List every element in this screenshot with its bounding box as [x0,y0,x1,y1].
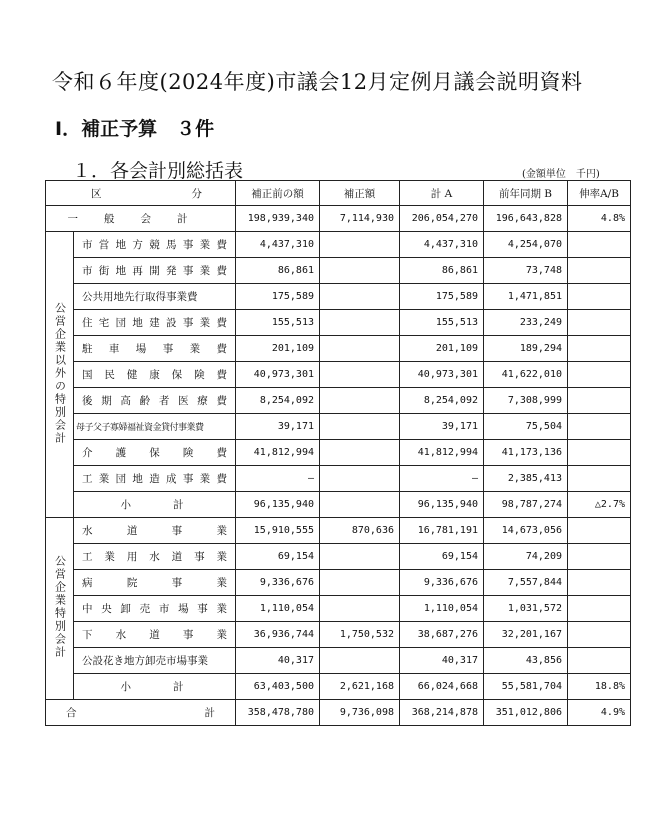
subtotal-before: 63,403,500 [236,674,320,700]
subtotal-prev: 98,787,274 [484,492,568,518]
account-before: 36,936,744 [236,622,320,648]
account-before: 201,109 [236,336,320,362]
table-row [46,388,631,414]
general-rate: 4.8% [568,206,631,232]
account-prev: 41,622,010 [484,362,568,388]
grand-total-before: 358,478,780 [236,700,320,726]
account-total: 38,687,276 [400,622,484,648]
table-row [46,518,631,544]
subtotal-rate: 18.8% [568,674,631,700]
general-account-label: 一般会計 [46,206,236,232]
account-prev: 233,249 [484,310,568,336]
subtotal-label: 小計 [74,674,236,700]
account-amount [320,310,400,336]
unit-note: (金額単位 千円) [522,169,600,180]
account-rate [568,596,631,622]
group1-category-text: 公営企業以外の特別会計 [53,301,67,445]
account-before: 86,861 [236,258,320,284]
account-label: 公共用地先行取得事業費 [74,284,236,310]
account-total: 155,513 [400,310,484,336]
subtotal-amount [320,492,400,518]
header-before: 補正前の額 [236,181,320,206]
account-before: 69,154 [236,544,320,570]
account-amount [320,466,400,492]
account-rate [568,648,631,674]
account-before: 40,317 [236,648,320,674]
account-rate [568,544,631,570]
account-prev: 1,031,572 [484,596,568,622]
account-prev: 2,385,413 [484,466,568,492]
budget-summary-table [45,180,631,726]
account-amount [320,362,400,388]
subtotal-total: 96,135,940 [400,492,484,518]
account-before: 8,254,092 [236,388,320,414]
account-before: 41,812,994 [236,440,320,466]
account-rate [568,336,631,362]
account-amount [320,258,400,284]
account-label: 母子父子寡婦福祉資金貸付事業費 [74,414,236,440]
account-before: 9,336,676 [236,570,320,596]
table-row [46,570,631,596]
account-amount [320,570,400,596]
general-amount: 7,114,930 [320,206,400,232]
account-amount [320,596,400,622]
account-total: — [400,466,484,492]
account-prev: 74,209 [484,544,568,570]
general-before: 198,939,340 [236,206,320,232]
account-rate [568,518,631,544]
header-kubun [46,181,236,206]
account-rate [568,570,631,596]
account-total: 41,812,994 [400,440,484,466]
table-row [46,336,631,362]
header-row [46,181,631,206]
account-total: 8,254,092 [400,388,484,414]
table-row [46,622,631,648]
table-row [46,310,631,336]
account-label: 後期高齢者医療費 [74,388,236,414]
table-row [46,232,631,258]
table-heading: １．各会計別総括表 [72,160,244,182]
account-prev: 7,308,999 [484,388,568,414]
account-amount [320,440,400,466]
account-label: 下水道事業 [74,622,236,648]
account-label: 住宅団地建設事業費 [74,310,236,336]
account-amount [320,284,400,310]
account-amount [320,648,400,674]
header-kubun-left: 区 [91,187,102,200]
account-rate [568,362,631,388]
table-row [46,284,631,310]
subtotal-rate: △2.7% [568,492,631,518]
header-rate: 伸率A/B [568,181,631,206]
account-label: 駐車場事業費 [74,336,236,362]
account-rate [568,466,631,492]
grand-total-prev: 351,012,806 [484,700,568,726]
account-before: — [236,466,320,492]
account-rate [568,440,631,466]
header-amount: 補正額 [320,181,400,206]
header-total: 計 A [400,181,484,206]
account-prev: 14,673,056 [484,518,568,544]
section-heading: Ⅰ．補正予算 ３件 [55,118,215,140]
subtotal-before: 96,135,940 [236,492,320,518]
account-amount [320,232,400,258]
general-prev: 196,643,828 [484,206,568,232]
account-label: 工業団地造成事業費 [74,466,236,492]
account-rate [568,310,631,336]
account-prev: 32,201,167 [484,622,568,648]
group1-category-label [46,232,74,518]
table-row [46,596,631,622]
subtotal-amount: 2,621,168 [320,674,400,700]
group1-subtotal-row [46,492,631,518]
group2-category-label [46,518,74,700]
header-prev: 前年同期 B [484,181,568,206]
subtotal-label: 小計 [74,492,236,518]
subtotal-prev: 55,581,704 [484,674,568,700]
account-total: 40,973,301 [400,362,484,388]
table-row [46,258,631,284]
table-row [46,362,631,388]
grand-total-amount: 9,736,098 [320,700,400,726]
grand-total-rate: 4.9% [568,700,631,726]
account-label: 工業用水道事業 [74,544,236,570]
account-total: 69,154 [400,544,484,570]
account-label: 水道事業 [74,518,236,544]
table-row [46,466,631,492]
account-amount: 870,636 [320,518,400,544]
subtotal-total: 66,024,668 [400,674,484,700]
account-label: 介護保険費 [74,440,236,466]
document-title: 令和６年度(2024年度)市議会12月定例月議会説明資料 [52,70,583,94]
account-total: 1,110,054 [400,596,484,622]
account-before: 39,171 [236,414,320,440]
account-prev: 189,294 [484,336,568,362]
group2-category-text: 公営企業特別会計 [53,555,67,659]
account-label: 国民健康保険費 [74,362,236,388]
account-prev: 4,254,070 [484,232,568,258]
account-prev: 43,856 [484,648,568,674]
grand-total-row [46,700,631,726]
account-rate [568,622,631,648]
account-rate [568,284,631,310]
account-prev: 73,748 [484,258,568,284]
general-total: 206,054,270 [400,206,484,232]
account-label: 公設花き地方卸売市場事業 [74,648,236,674]
account-before: 15,910,555 [236,518,320,544]
account-before: 175,589 [236,284,320,310]
account-total: 16,781,191 [400,518,484,544]
account-amount: 1,750,532 [320,622,400,648]
account-total: 86,861 [400,258,484,284]
account-total: 40,317 [400,648,484,674]
account-amount [320,336,400,362]
account-label: 病院事業 [74,570,236,596]
header-kubun-right: 分 [191,187,202,200]
account-rate [568,258,631,284]
account-before: 4,437,310 [236,232,320,258]
account-before: 1,110,054 [236,596,320,622]
table-row [46,648,631,674]
account-rate [568,388,631,414]
grand-total-total: 368,214,878 [400,700,484,726]
group2-subtotal-row [46,674,631,700]
account-before: 40,973,301 [236,362,320,388]
table-row [46,544,631,570]
account-total: 175,589 [400,284,484,310]
account-prev: 1,471,851 [484,284,568,310]
account-total: 39,171 [400,414,484,440]
account-total: 201,109 [400,336,484,362]
account-total: 4,437,310 [400,232,484,258]
account-amount [320,544,400,570]
account-amount [320,388,400,414]
account-label: 中央卸売市場事業 [74,596,236,622]
general-account-row [46,206,631,232]
account-rate [568,414,631,440]
account-prev: 41,173,136 [484,440,568,466]
account-total: 9,336,676 [400,570,484,596]
account-prev: 75,504 [484,414,568,440]
table-row [46,440,631,466]
account-label: 市営地方競馬事業費 [74,232,236,258]
table-row [46,414,631,440]
account-prev: 7,557,844 [484,570,568,596]
grand-total-label: 合計 [46,700,236,726]
account-rate [568,232,631,258]
account-label: 市街地再開発事業費 [74,258,236,284]
account-amount [320,414,400,440]
account-before: 155,513 [236,310,320,336]
